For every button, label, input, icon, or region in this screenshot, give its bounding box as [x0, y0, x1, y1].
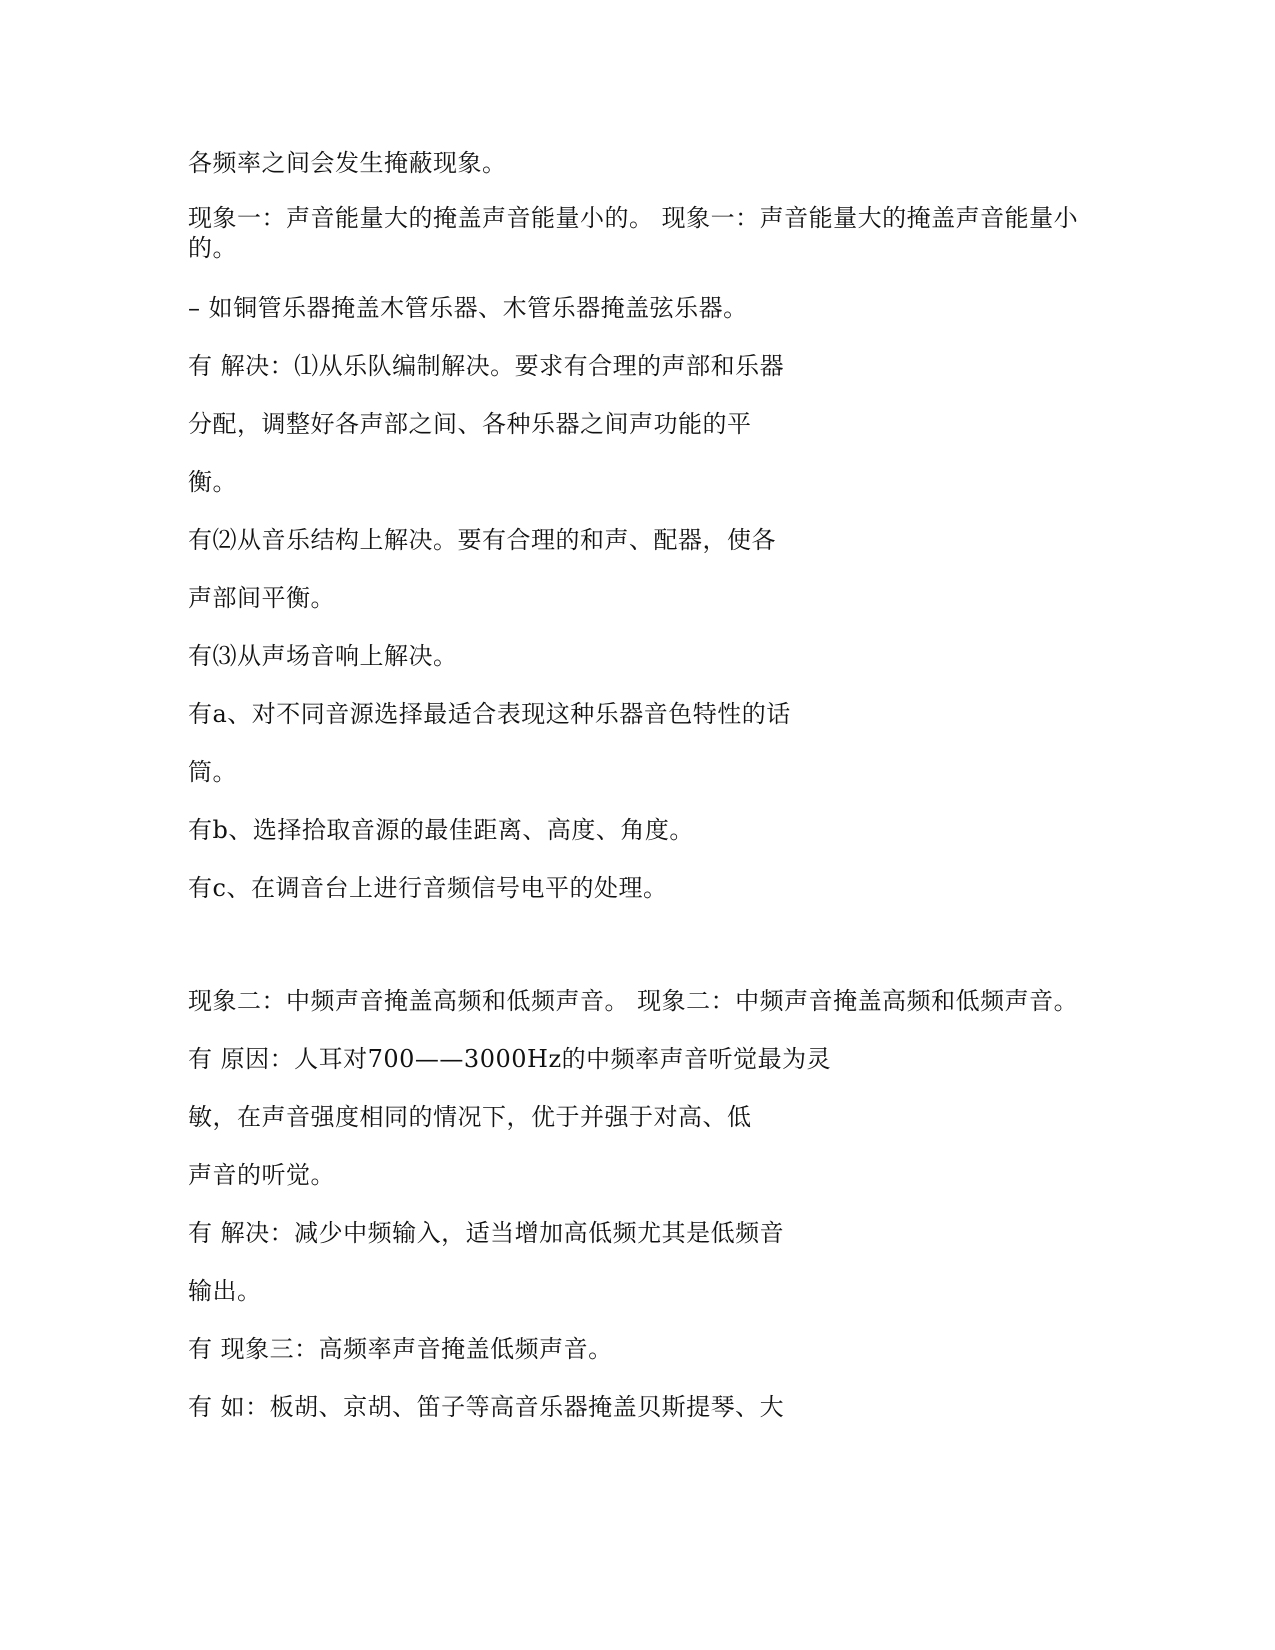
text-line: 衡。: [188, 468, 237, 496]
text-line: 筒。: [188, 758, 237, 786]
text-line: 有a、对不同音源选择最适合表现这种乐器音色特性的话: [188, 700, 791, 728]
text-line: 分配，调整好各声部之间、各种乐器之间声功能的平: [188, 410, 752, 438]
text-line: 现象二：中频声音掩盖高频和低频声音。 现象二：中频声音掩盖高频和低频声音。: [188, 987, 1079, 1015]
text-line: 有 如：板胡、京胡、笛子等高音乐器掩盖贝斯提琴、大: [188, 1393, 785, 1421]
text-line: 各频率之间会发生掩蔽现象。: [188, 149, 507, 177]
text-line: 输出。: [188, 1277, 262, 1305]
text-line: 敏，在声音强度相同的情况下，优于并强于对高、低: [188, 1103, 752, 1131]
text-line: – 如铜管乐器掩盖木管乐器、木管乐器掩盖弦乐器。: [188, 294, 748, 322]
text-line: 有c、在调音台上进行音频信号电平的处理。: [188, 874, 668, 902]
text-line: 有 原因：人耳对700——3000Hz的中频率声音听觉最为灵: [188, 1045, 832, 1073]
text-line: 现象一：声音能量大的掩盖声音能量小的。 现象一：声音能量大的掩盖声音能量小的。: [188, 204, 1079, 262]
text-line: 有 解决：减少中频输入，适当增加高低频尤其是低频音: [188, 1219, 785, 1247]
text-line: 有⑶从声场音响上解决。: [188, 642, 458, 670]
text-line: 有 现象三：高频率声音掩盖低频声音。: [188, 1335, 613, 1363]
text-line: 有b、选择拾取音源的最佳距离、高度、角度。: [188, 816, 694, 844]
text-line: 声部间平衡。: [188, 584, 335, 612]
text-line: 有⑵从音乐结构上解决。要有合理的和声、配器，使各: [188, 526, 776, 554]
text-line: 声音的听觉。: [188, 1161, 335, 1189]
text-line: 有 解决：⑴从乐队编制解决。要求有合理的声部和乐器: [188, 352, 785, 380]
